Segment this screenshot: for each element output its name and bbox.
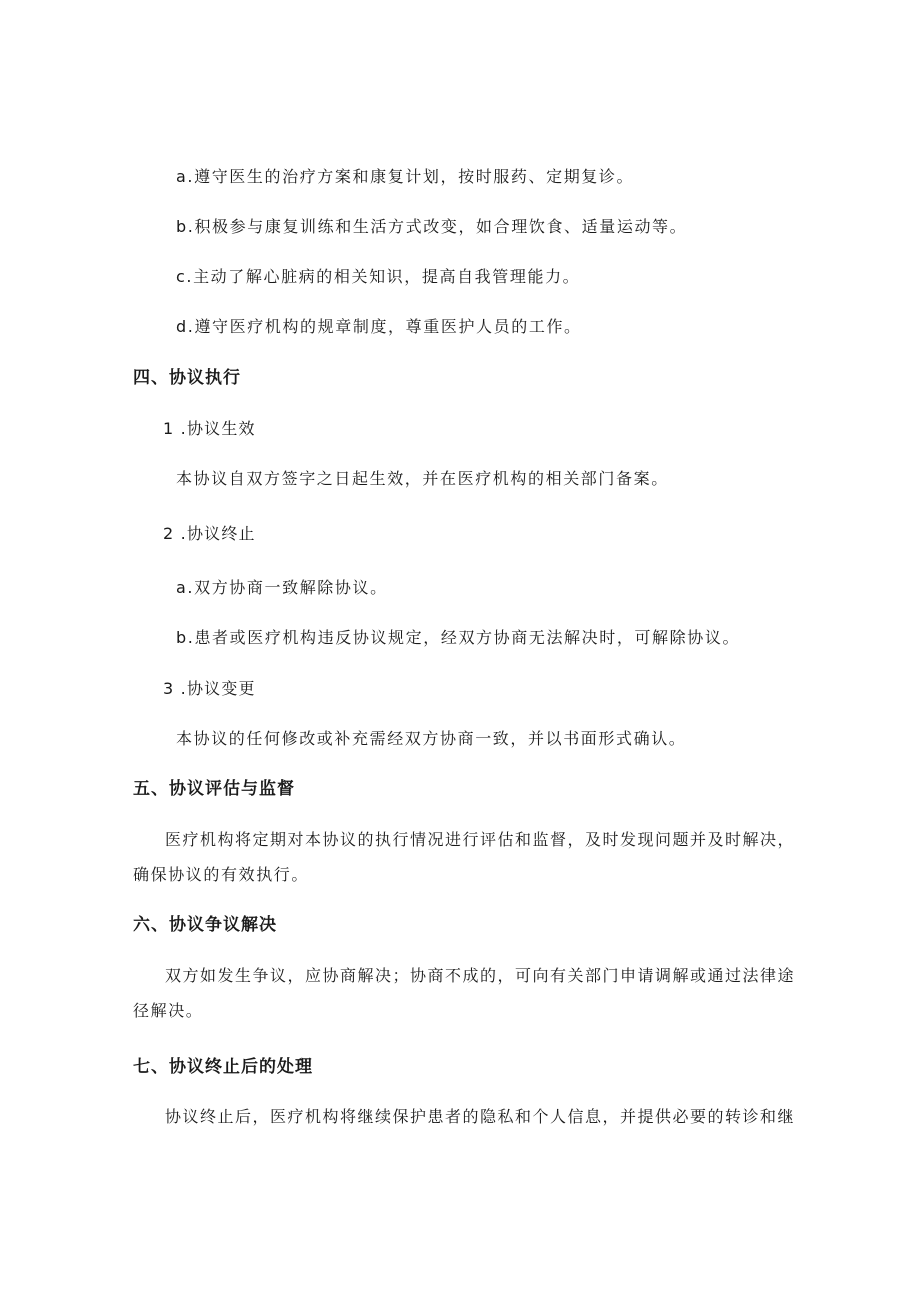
list-item: b.积极参与康复训练和生活方式改变，如合理饮食、适量运动等。 [176, 217, 688, 236]
section-heading: 四、协议执行 [133, 368, 241, 388]
list-item: c.主动了解心脏病的相关知识，提高自我管理能力。 [176, 267, 581, 286]
paragraph-line: 双方如发生争议，应协商解决；协商不成的，可向有关部门申请调解或通过法律途 [165, 966, 796, 985]
section-heading: 七、协议终止后的处理 [133, 1057, 313, 1077]
subsection-title: 2 .协议终止 [163, 524, 256, 543]
subsection-title: 1 .协议生效 [163, 419, 256, 438]
section-heading: 五、协议评估与监督 [133, 779, 295, 799]
paragraph: 本协议自双方签字之日起生效，并在医疗机构的相关部门备案。 [176, 469, 669, 488]
section-heading: 六、协议争议解决 [133, 915, 277, 935]
paragraph: 本协议的任何修改或补充需经双方协商一致，并以书面形式确认。 [176, 729, 687, 748]
paragraph-line: 医疗机构将定期对本协议的执行情况进行评估和监督，及时发现问题并及时解决， [165, 830, 796, 849]
paragraph-line: 协议终止后，医疗机构将继续保护患者的隐私和个人信息，并提供必要的转诊和继 [165, 1107, 796, 1126]
list-item: d.遵守医疗机构的规章制度，尊重医护人员的工作。 [176, 317, 582, 336]
list-item: b.患者或医疗机构违反协议规定，经双方协商无法解决时，可解除协议。 [176, 628, 741, 647]
paragraph-line: 径解决。 [133, 1001, 204, 1020]
paragraph-line: 确保协议的有效执行。 [133, 865, 310, 884]
list-item: a.双方协商一致解除协议。 [176, 578, 388, 597]
list-item: a.遵守医生的治疗方案和康复计划，按时服药、定期复诊。 [176, 167, 635, 186]
subsection-title: 3 .协议变更 [163, 679, 256, 698]
